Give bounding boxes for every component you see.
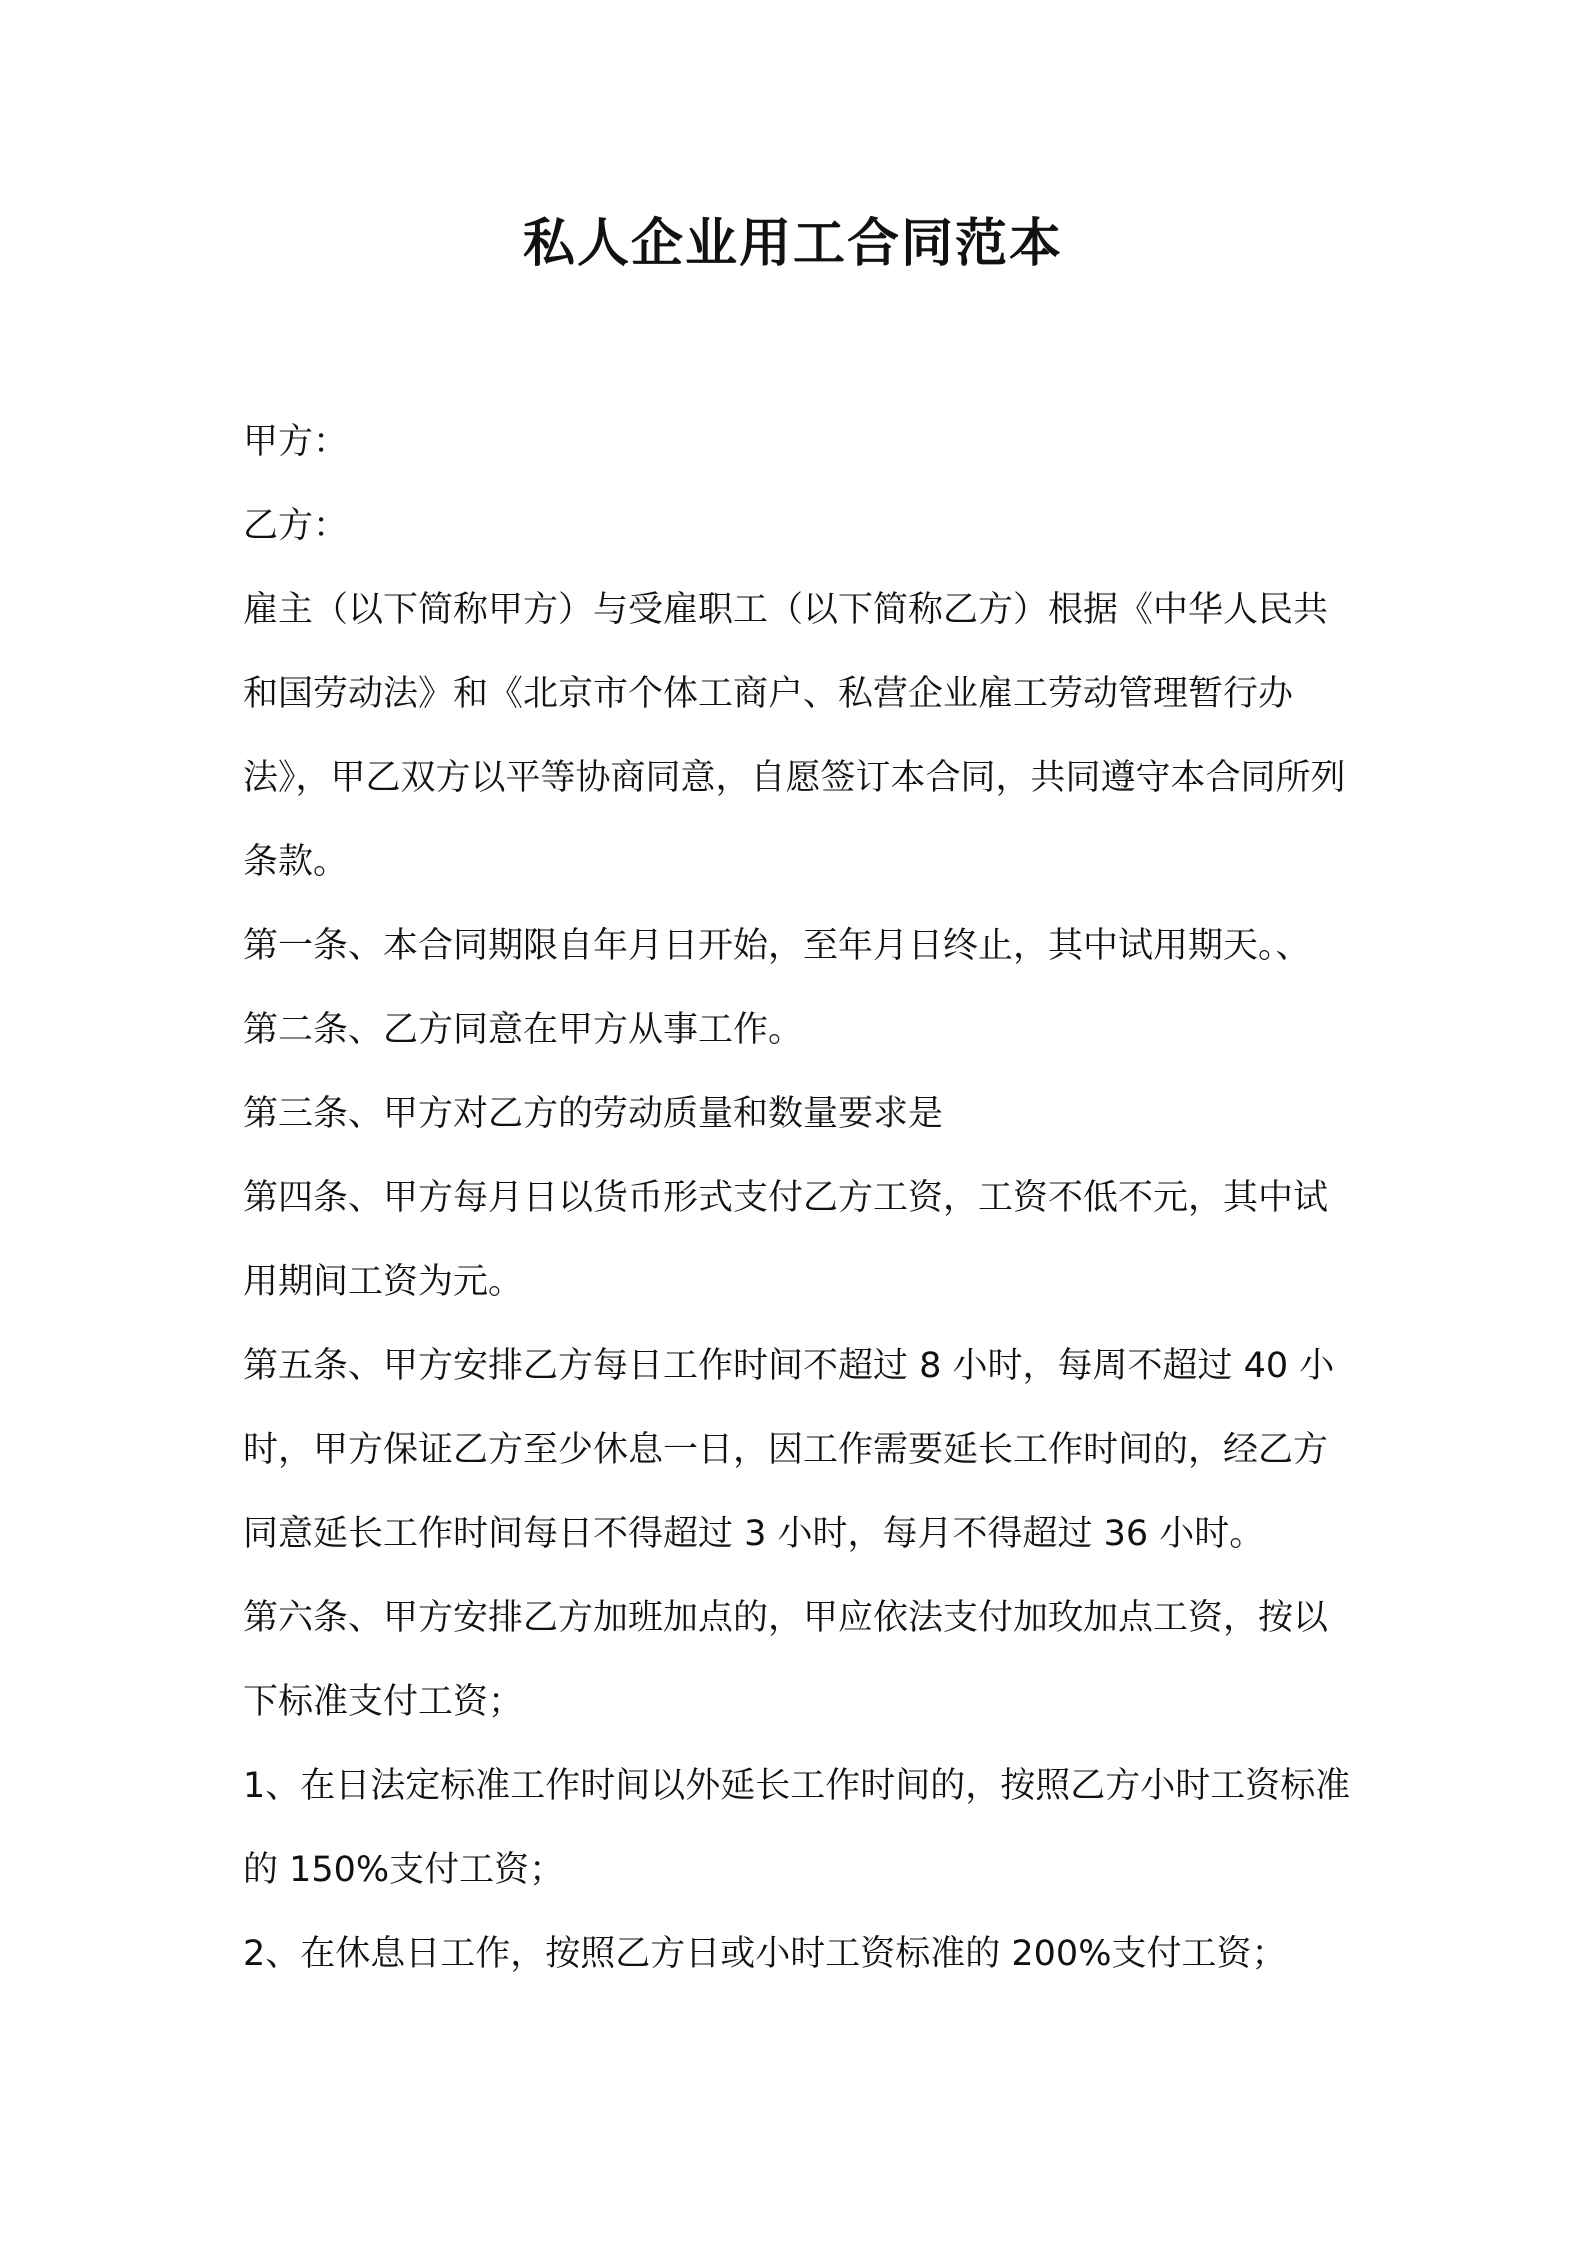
article-5: 第五条、甲方安排乙方每日工作时间不超过 8 小时，每周不超过 40 小时，甲方保证乙方至少休息一日，因工作需要延长工作时间的，经乙方同意延长工作时间每日不得超过 3 小时，每月不得超过 36 小时。 [243, 1346, 1335, 1554]
article-3: 第三条、甲方对乙方的劳动质量和数量要求是 [243, 1094, 944, 1134]
party-b-label: 乙方： [243, 506, 349, 546]
article-2: 第二条、乙方同意在甲方从事工作。 [243, 1010, 804, 1050]
article-6-item-1: 1、在日法定标准工作时间以外延长工作时间的，按照乙方小时工资标准的 150%支付工资； [243, 1766, 1351, 1890]
document-body [243, 400, 1353, 1996]
article-6: 第六条、甲方安排乙方加班加点的，甲应依法支付加玫加点工资，按以下标准支付工资； [243, 1598, 1329, 1722]
article-6-item-2: 2、在休息日工作，按照乙方日或小时工资标准的 200%支付工资； [243, 1934, 1287, 1974]
party-a-label: 甲方： [243, 422, 349, 462]
article-1: 第一条、本合同期限自年月日开始，至年月日终止，其中试用期天。、 [243, 926, 1311, 966]
document-title: 私人企业用工合同范本 [522, 214, 1063, 274]
article-4: 第四条、甲方每月日以货币形式支付乙方工资，工资不低不元，其中试用期间工资为元。 [243, 1178, 1329, 1302]
preamble-paragraph: 雇主（以下简称甲方）与受雇职工（以下简称乙方）根据《中华人民共和国劳动法》和《北京市个体工商户、私营企业雇工劳动管理暂行办法》，甲乙双方以平等协商同意，自愿签订本合同，共同遵守本合同所列条款。 [243, 590, 1346, 882]
